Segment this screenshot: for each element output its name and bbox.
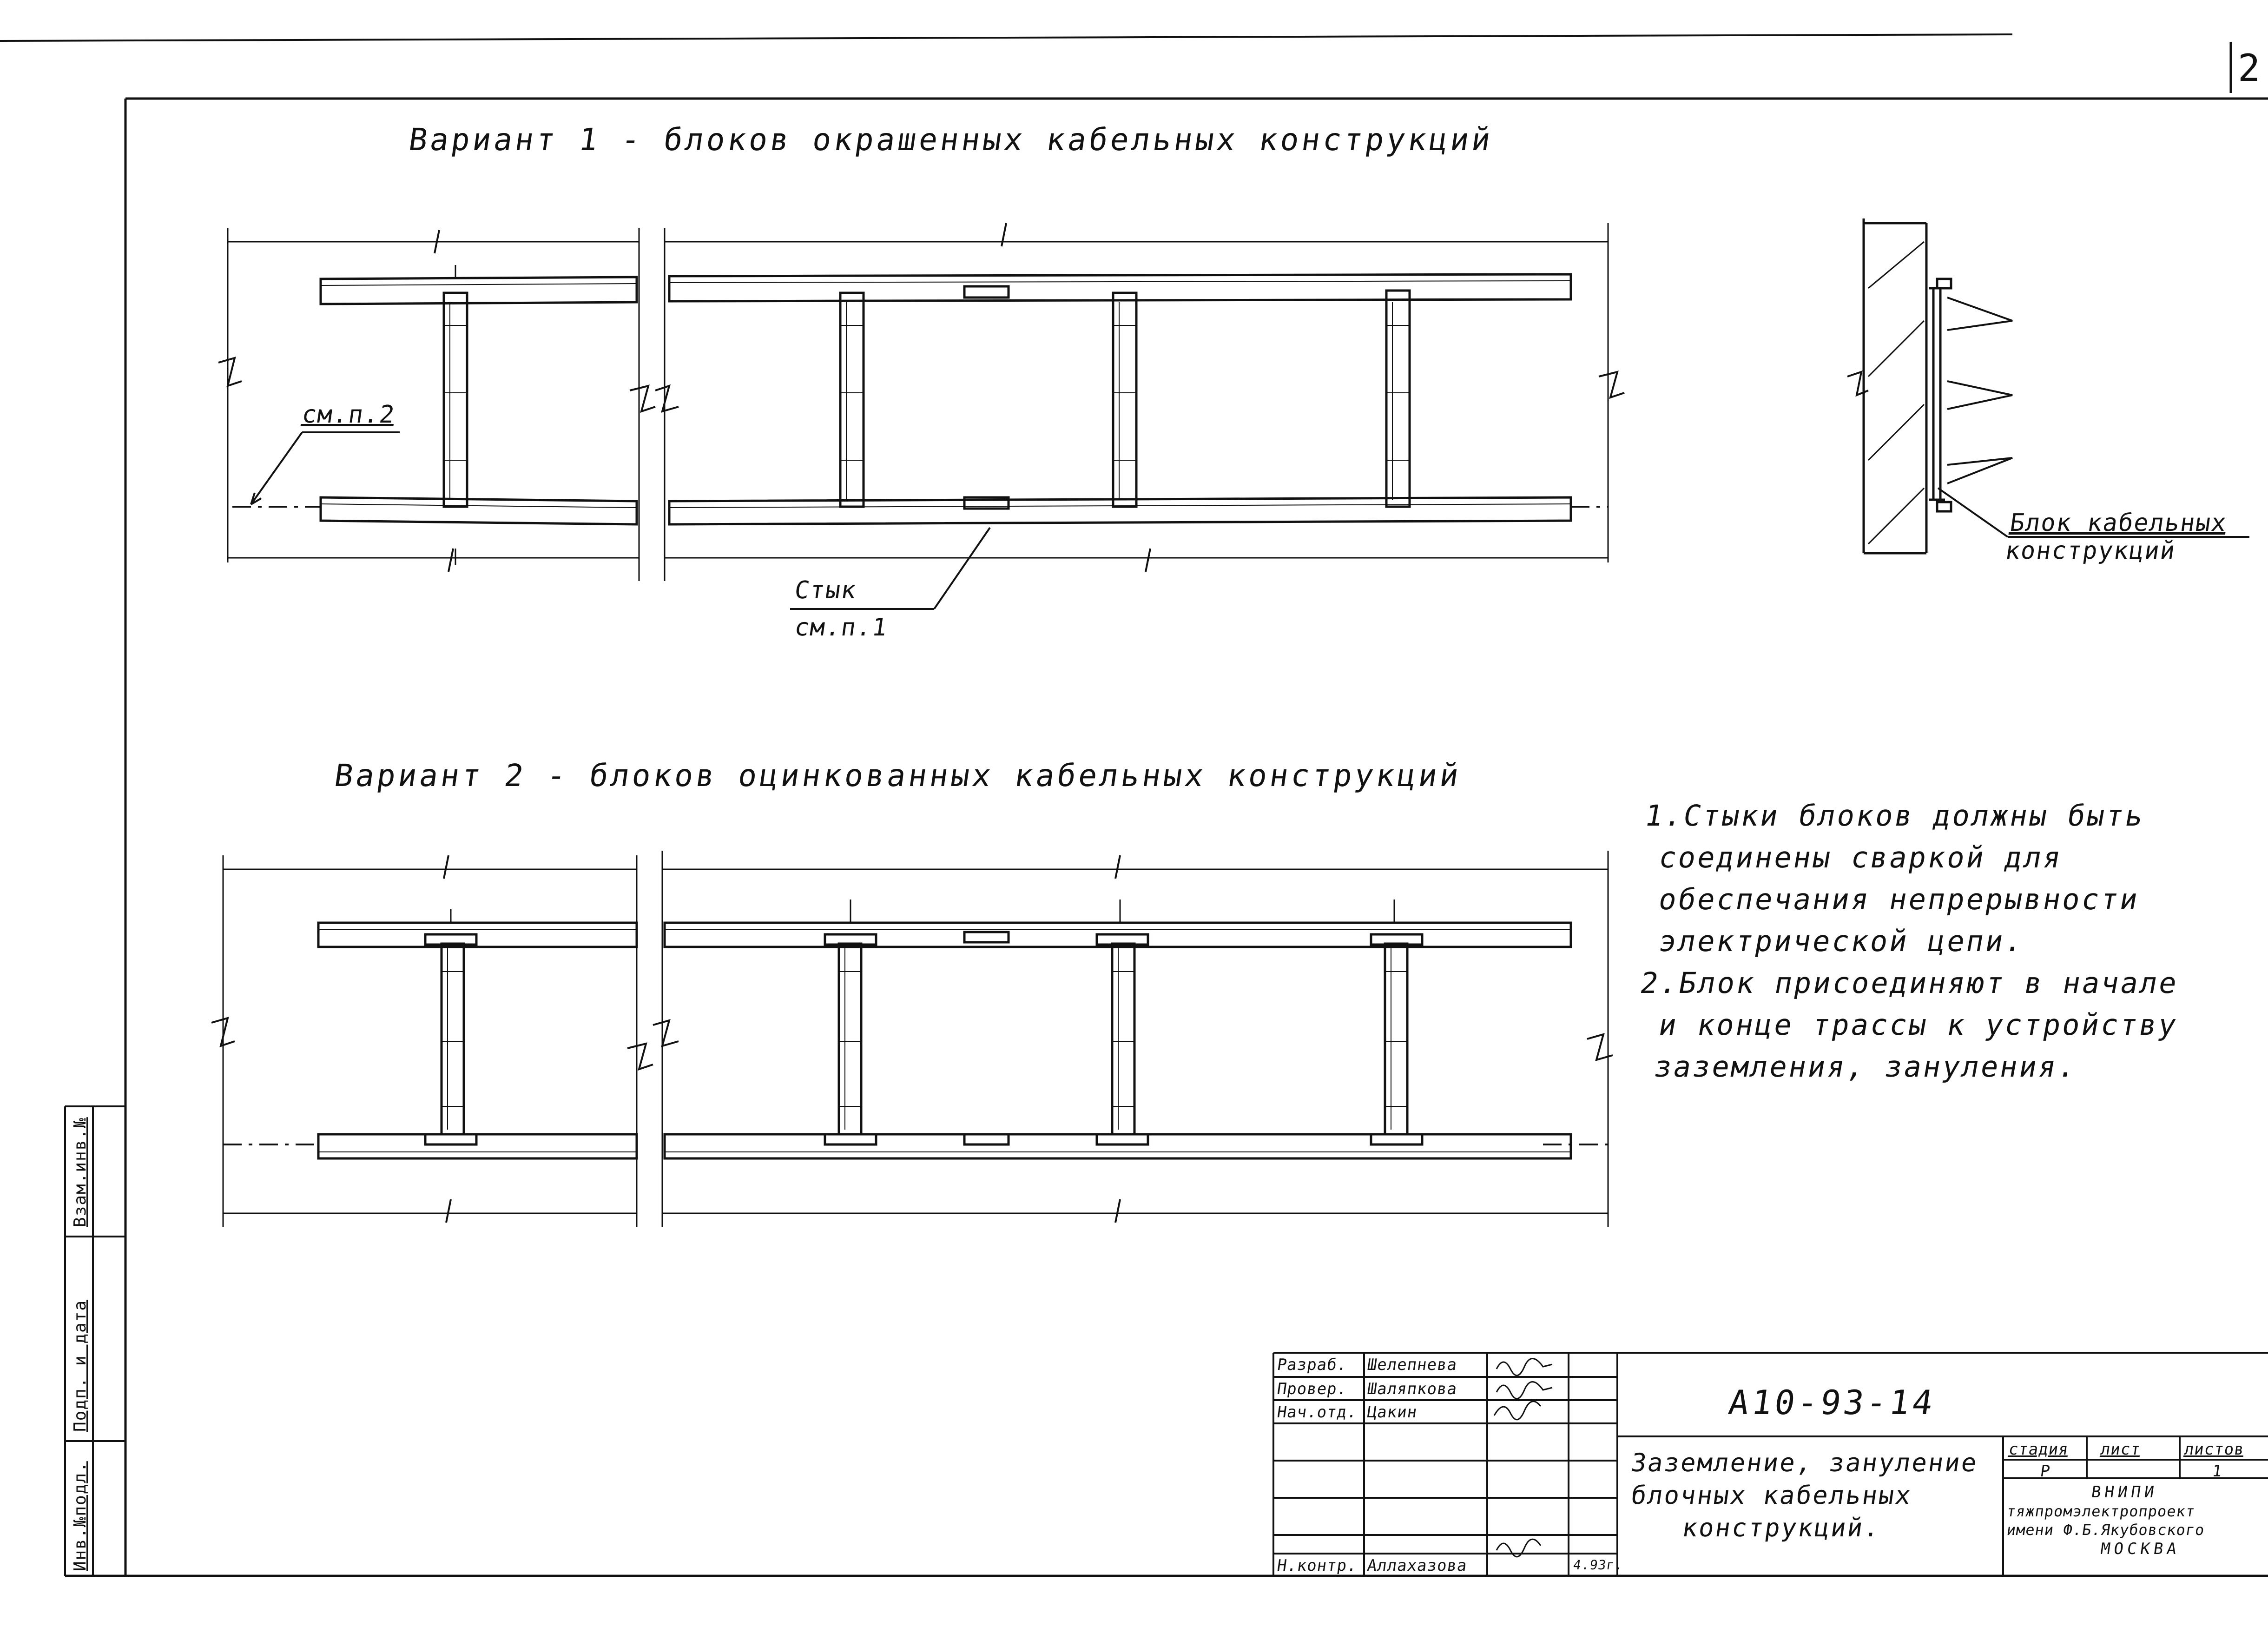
tb-sheet-header: лист (2099, 1440, 2142, 1459)
tb-role-1: Провер. (1276, 1380, 1349, 1398)
tb-designation: А10-93-14 (1726, 1383, 1938, 1422)
callout-see-note-1: см.п.1 (792, 614, 890, 642)
variant1-drawing (218, 223, 1624, 609)
variant2-drawing (211, 851, 1613, 1227)
note-line: 2.Блок присоединяют в начале (1637, 966, 2182, 1000)
tb-name-line1: Заземление, зануление (1629, 1448, 1980, 1477)
tb-sheets-header: листов (2183, 1440, 2246, 1459)
top-trim-line (0, 34, 2012, 41)
tb-stage-value: Р (2039, 1462, 2052, 1481)
tb-stage-header: стадия (2007, 1440, 2070, 1459)
tb-date: 4.93г. (1572, 1557, 1624, 1573)
tb-org-line2: тяжпромэлектропроект (2005, 1502, 2196, 1520)
note-line: и конце трассы к устройству (1656, 1008, 2181, 1042)
side-stamp-inv-orig: Инв.№подл. (71, 1461, 90, 1571)
sheet-number-fragment: 2 (2238, 46, 2261, 90)
notes-block (1637, 795, 2183, 1088)
section-view-drawing (1847, 218, 2249, 553)
section-label-line1: Блок кабельных (2008, 509, 2229, 537)
tb-org-line1: ВНИПИ (2090, 1483, 2159, 1501)
side-stamp-replace-inv: Взам.инв.№ (71, 1117, 90, 1227)
callout-see-note-2: см.п.2 (300, 401, 397, 429)
note-line: 1.Стыки блоков должны быть (1642, 799, 2148, 833)
note-line: заземления, зануления. (1651, 1050, 2080, 1084)
tb-sheets-value: 1 (2211, 1462, 2224, 1481)
variant2-title: Вариант 2 - блоков оцинкованных кабельных конструкций (332, 758, 1464, 794)
side-stamp-sign-date: Подп. и дата (71, 1299, 90, 1432)
tb-name-1: Шаляпкова (1366, 1380, 1459, 1398)
tb-role-0: Разраб. (1276, 1356, 1349, 1374)
signatures (1494, 1359, 1552, 1557)
tb-role-2: Нач.отд. (1276, 1403, 1358, 1422)
tb-org-line4: МОСКВА (2099, 1540, 2182, 1558)
tb-name-line3: конструкций. (1680, 1513, 1883, 1542)
note-line: соединены сваркой для (1656, 840, 2066, 874)
tb-name-0: Шелепнева (1366, 1356, 1459, 1374)
variant1-title: Вариант 1 - блоков окрашенных кабельных конструкций (406, 122, 1496, 158)
note-line: обеспечания непрерывности (1656, 882, 2143, 916)
section-label-line2: конструкций (2003, 537, 2178, 565)
note-line: электрической цепи. (1656, 924, 2027, 958)
tb-name-line2: блочных кабельных (1629, 1481, 1914, 1510)
tb-role-6: Н.контр. (1276, 1556, 1358, 1575)
tb-name-2: Цакин (1366, 1403, 1419, 1422)
tb-org-line3: имени Ф.Б.Якубовского (2005, 1521, 2206, 1539)
callout-joint: Стык (792, 576, 859, 604)
tb-name-6: Аллахазова (1366, 1556, 1469, 1575)
